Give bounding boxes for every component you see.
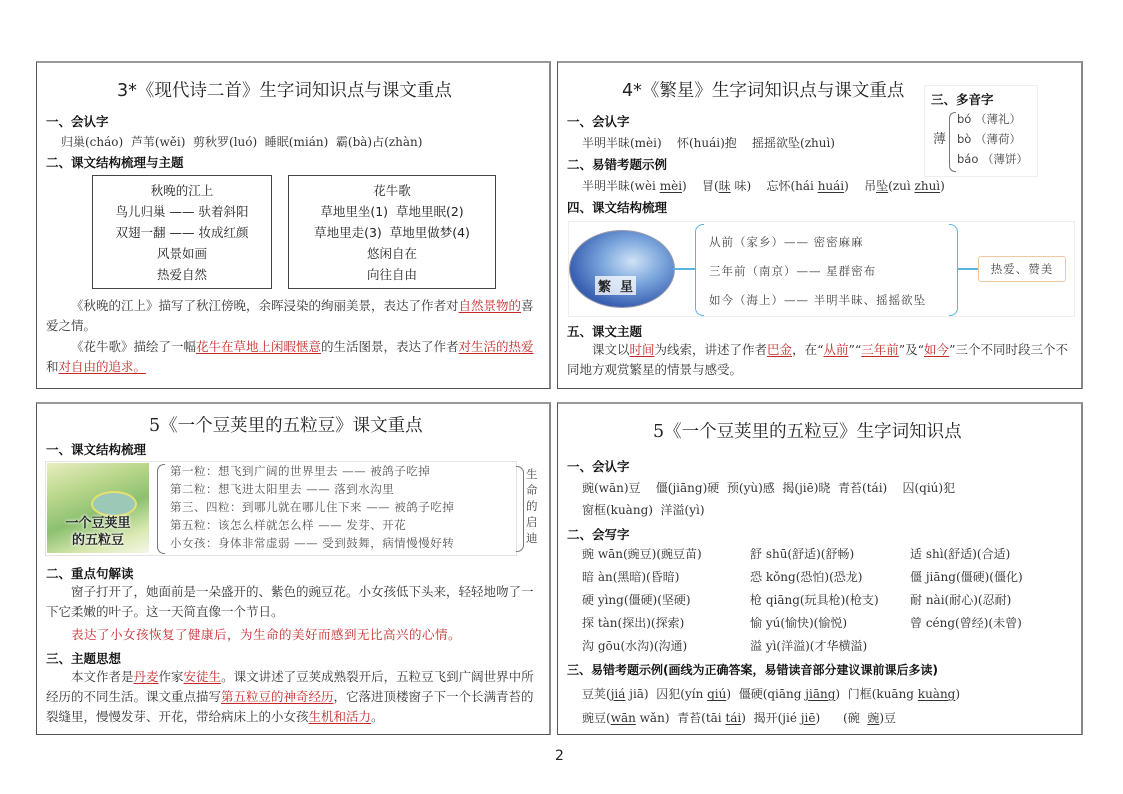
stars-image: [569, 230, 675, 308]
correct-answer: tái: [725, 711, 742, 725]
text: ，在“: [792, 342, 824, 357]
correct-answer: 昧: [718, 179, 731, 193]
mindmap-stars: [568, 221, 1075, 317]
panel-five-peas-lesson: [36, 402, 551, 735]
key-phrase: 丹麦: [133, 669, 159, 684]
section-heading: 一、会认字: [567, 114, 630, 129]
key-phrase: 生机和活力: [308, 709, 372, 724]
peas-image: [47, 463, 149, 553]
brace: [949, 112, 956, 172]
structure-diagram: [45, 461, 517, 556]
text: 的生活图景，表达了作者: [321, 339, 459, 354]
text: 喜爱之情。: [46, 298, 534, 333]
word-list: 归巢(cháo) 芦苇(wěi) 剪秋罗(luó) 睡眠(mián) 霸(bà)占(zhàn): [61, 135, 423, 149]
branch: 第五粒：该怎么样就怎么样 —— 发芽、开花: [170, 518, 407, 532]
text: 囚犯(yín: [656, 687, 708, 701]
theme-paragraph: [46, 667, 541, 727]
write-item: 恐 kǒng(恐怕)(恐龙): [750, 570, 863, 584]
text: 《花牛歌》描绘了一幅: [71, 339, 197, 354]
error-examples-row-1: [582, 685, 960, 702]
panel-title: 5《一个豆荚里的五粒豆》课文重点: [149, 416, 423, 436]
panel-title: 5《一个豆荚里的五粒豆》生字词知识点: [653, 422, 962, 442]
section-heading: 三、多音字: [931, 92, 994, 107]
text: (碗: [843, 711, 868, 725]
word-list: 豌(wān)豆 僵(jiāng)硬 预(yù)感 揭(jiē)晓 青苔(tái) 囚(qiú)犯: [582, 481, 956, 495]
text: 冒(: [702, 179, 719, 193]
key-phrase: 安徒生: [183, 669, 222, 684]
text: 豌豆(: [582, 711, 611, 725]
page-number: 2: [555, 748, 564, 764]
correct-answer: kuàng: [917, 687, 956, 701]
branch: 从前（家乡）—— 密密麻麻: [709, 235, 864, 249]
poem-line: 热爱自然: [156, 267, 207, 282]
write-item: 愉 yú(愉快)(愉悦): [750, 616, 848, 630]
text: 豆荚(: [582, 687, 611, 701]
text: ”“: [848, 342, 862, 357]
write-column-3: [910, 543, 1023, 635]
panel-stars: [557, 61, 1083, 389]
summary-paragraph-2: [46, 337, 541, 377]
panel-title: 4*《繁星》生字词知识点与课文重点: [622, 81, 905, 101]
branch: 三年前（南京）—— 星群密布: [709, 264, 877, 278]
write-column-2: [750, 543, 879, 658]
branch: 第一粒：想飞到广阔的世界里去 —— 被鸽子吃掉: [170, 464, 431, 478]
error-examples: [582, 177, 945, 194]
text: 青苔(tāi: [677, 711, 726, 725]
key-phrase: 自然景物的: [458, 298, 522, 313]
branch: 小女孩：身体非常虚弱 —— 受到鼓舞，病情慢慢好转: [170, 536, 455, 550]
reading: báo （薄饼）: [957, 152, 1029, 166]
text: 为线索，讲述了作者: [654, 342, 768, 357]
key-sentence-interpretation: 表达了小女孩恢复了健康后，为生命的美好而感到无比高兴的心情。: [71, 627, 462, 642]
poem-line: 草地里坐(1) 草地里眠(2): [320, 204, 464, 219]
conclusion-label: 生命的启迪: [526, 467, 538, 545]
branch: 如今（海上）—— 半明半昧、摇摇欲坠: [709, 293, 927, 307]
section-heading: 一、课文结构梳理: [46, 442, 147, 457]
panel-modern-poems: [36, 61, 551, 389]
connector: [673, 268, 695, 270]
panel-title: 3*《现代诗二首》生字词知识点与课文重点: [117, 81, 452, 101]
text: ): [726, 687, 732, 701]
poem-line: 草地里走(3) 草地里做梦(4): [314, 225, 470, 240]
brace: [516, 466, 524, 552]
section-heading: 二、课文结构梳理与主题: [46, 155, 184, 170]
brace: [157, 464, 165, 554]
text: )豆: [879, 711, 897, 725]
key-phrase: 对生活的热爱: [458, 339, 534, 354]
key-phrase: 花牛在草地上闲暇惬意: [196, 339, 322, 354]
text: 门框(kuāng: [847, 687, 918, 701]
text: 吊: [864, 179, 877, 193]
text: ): [940, 179, 945, 193]
text: 本文作者是: [71, 669, 134, 684]
polyphone-char: 薄: [933, 132, 947, 147]
key-phrase: 时间: [629, 342, 655, 357]
text: 课文以: [592, 342, 630, 357]
text: 和: [46, 359, 59, 374]
write-item: 探 tàn(探出)(探索): [582, 616, 685, 630]
write-item: 硬 yìng(僵硬)(坚硬): [582, 593, 691, 607]
text: ，它落进顶楼窗子下一个长满青苔的裂缝里，慢慢发芽、开花，带给病床上的小女孩: [46, 689, 534, 724]
section-heading: 四、课文结构梳理: [567, 200, 668, 215]
text: ”及“: [898, 342, 925, 357]
theme-paragraph: [567, 340, 1072, 380]
text: 作家: [158, 669, 184, 684]
polyphone-readings: [957, 109, 1028, 169]
poem-line: 鸟儿归巢 —— 驮着斜阳: [115, 204, 249, 219]
image-caption: [47, 515, 149, 549]
correct-answer: wān: [610, 711, 636, 725]
text: 半明半昧(wèi: [582, 179, 660, 193]
poem-line: 风景如画: [156, 246, 207, 261]
write-item: 舒 shū(舒适)(舒畅): [750, 547, 855, 561]
text: 《秋晚的江上》描写了秋江傍晚，余晖浸染的绚丽美景，表达了作者对: [71, 298, 459, 313]
error-examples-row-2: [582, 709, 896, 726]
caption-line: 的五粒豆: [71, 533, 124, 548]
write-item: 耐 nài(耐心)(忍耐): [910, 593, 1012, 607]
correct-answer: jiá: [610, 687, 626, 701]
correct-answer: jiē: [800, 711, 816, 725]
key-phrase: 三年前: [861, 342, 899, 357]
summary-paragraph-1: [46, 296, 541, 336]
section-heading: 二、重点句解读: [46, 566, 134, 581]
correct-answer: 豌: [867, 711, 880, 725]
write-column-1: [582, 543, 702, 658]
text: wǎn): [635, 711, 670, 725]
text: 僵硬(qiāng: [738, 687, 806, 701]
key-phrase: 巴金: [767, 342, 793, 357]
write-item: 枪 qiāng(玩具枪)(枪支): [750, 593, 879, 607]
connector: [958, 268, 978, 270]
text: jiā): [625, 687, 649, 701]
write-item: 豌 wān(豌豆)(豌豆苗): [582, 547, 702, 561]
section-heading: 五、课文主题: [567, 324, 643, 339]
pea-pod-shape: [91, 491, 137, 517]
branch-list: [170, 462, 454, 552]
write-item: 适 shì(舒适)(合适): [910, 547, 1011, 561]
polyphone-box: [924, 85, 1038, 177]
poem-box-autumn-river: [92, 175, 272, 289]
caption-line: 一个豆荚里: [65, 516, 131, 531]
brace: [695, 224, 704, 316]
text: 揭开(jié: [753, 711, 801, 725]
key-phrase: 对自由的追求。: [58, 359, 147, 374]
text: 味): [730, 179, 752, 193]
write-item: 沟 gōu(水沟)(沟通): [582, 639, 688, 653]
text: ): [955, 687, 961, 701]
text: ): [835, 687, 841, 701]
branch: 第三、四粒：到哪儿就在哪儿住下来 —— 被鸽子吃掉: [170, 500, 455, 514]
mindmap-branches: [709, 228, 926, 315]
key-sentence: 窗子打开了，她面前是一朵盛开的、紫色的豌豆花。小女孩低下头来，轻轻地吻了一下它柔嫩的叶子。这一天简直像一个节日。: [46, 584, 534, 619]
mindmap-result: 热爱、赞美: [978, 256, 1066, 282]
key-phrase: 从前: [823, 342, 849, 357]
correct-answer: 坠: [876, 179, 889, 193]
poem-title: 秋晚的江上: [150, 183, 214, 198]
poem-box-flower-cow: [288, 175, 496, 289]
branch: 第二粒：想飞进太阳里去 —— 落到水沟里: [170, 482, 395, 496]
text: 。课文讲述了豆荚成熟裂开后，五粒豆飞到广阔世界中所经历的不同生活。课文重点描写: [46, 669, 534, 704]
text: ): [815, 711, 821, 725]
text: ): [741, 711, 746, 725]
correct-answer: zhuì: [914, 179, 941, 193]
text: (zuì: [888, 179, 915, 193]
correct-answer: mèi: [659, 179, 683, 193]
write-item: 曾 céng(曾经)(未曾): [910, 616, 1022, 630]
reading: bó （薄礼）: [957, 112, 1021, 126]
text: ”三个不同时段三个不同地方观赏繁星的情景与感受。: [567, 342, 1068, 377]
section-heading: 二、会写字: [567, 527, 630, 542]
poem-line: 向往自由: [366, 267, 417, 282]
word-list: 半明半昧(mèi) 怀(huái)抱 摇摇欲坠(zhuì): [582, 136, 835, 150]
correct-answer: huái: [817, 179, 845, 193]
text: 忘怀(hái: [766, 179, 818, 193]
brace: [949, 224, 958, 316]
correct-answer: jiāng: [805, 687, 836, 701]
section-heading: 三、易错考题示例(画线为正确答案，易错读音部分建议课前课后多读): [567, 663, 938, 677]
write-item: 溢 yì(洋溢)(才华横溢): [750, 639, 868, 653]
reading: bò （薄荷）: [957, 132, 1021, 146]
poem-title: 花牛歌: [373, 183, 411, 198]
section-heading: 一、会认字: [46, 114, 109, 129]
key-phrase: 第五粒豆的神奇经历: [221, 689, 334, 704]
section-heading: 二、易错考题示例: [567, 157, 668, 172]
text: ): [844, 179, 849, 193]
text: 。: [371, 709, 384, 724]
correct-answer: qiú: [707, 687, 727, 701]
text: ): [682, 179, 687, 193]
poem-line: 悠闲自在: [366, 246, 417, 261]
write-item: 暗 àn(黑暗)(昏暗): [582, 570, 680, 584]
key-phrase: 如今: [924, 342, 950, 357]
section-heading: 一、会认字: [567, 459, 630, 474]
mindmap-center: 繁 星: [595, 276, 636, 295]
word-list: 窗框(kuàng) 洋溢(yì): [582, 503, 705, 517]
panel-five-peas-vocab: [557, 402, 1083, 735]
section-heading: 三、主题思想: [46, 651, 122, 666]
write-item: 僵 jiāng(僵硬)(僵化): [910, 570, 1023, 584]
poem-line: 双翅一翻 —— 妆成红颜: [115, 225, 249, 240]
